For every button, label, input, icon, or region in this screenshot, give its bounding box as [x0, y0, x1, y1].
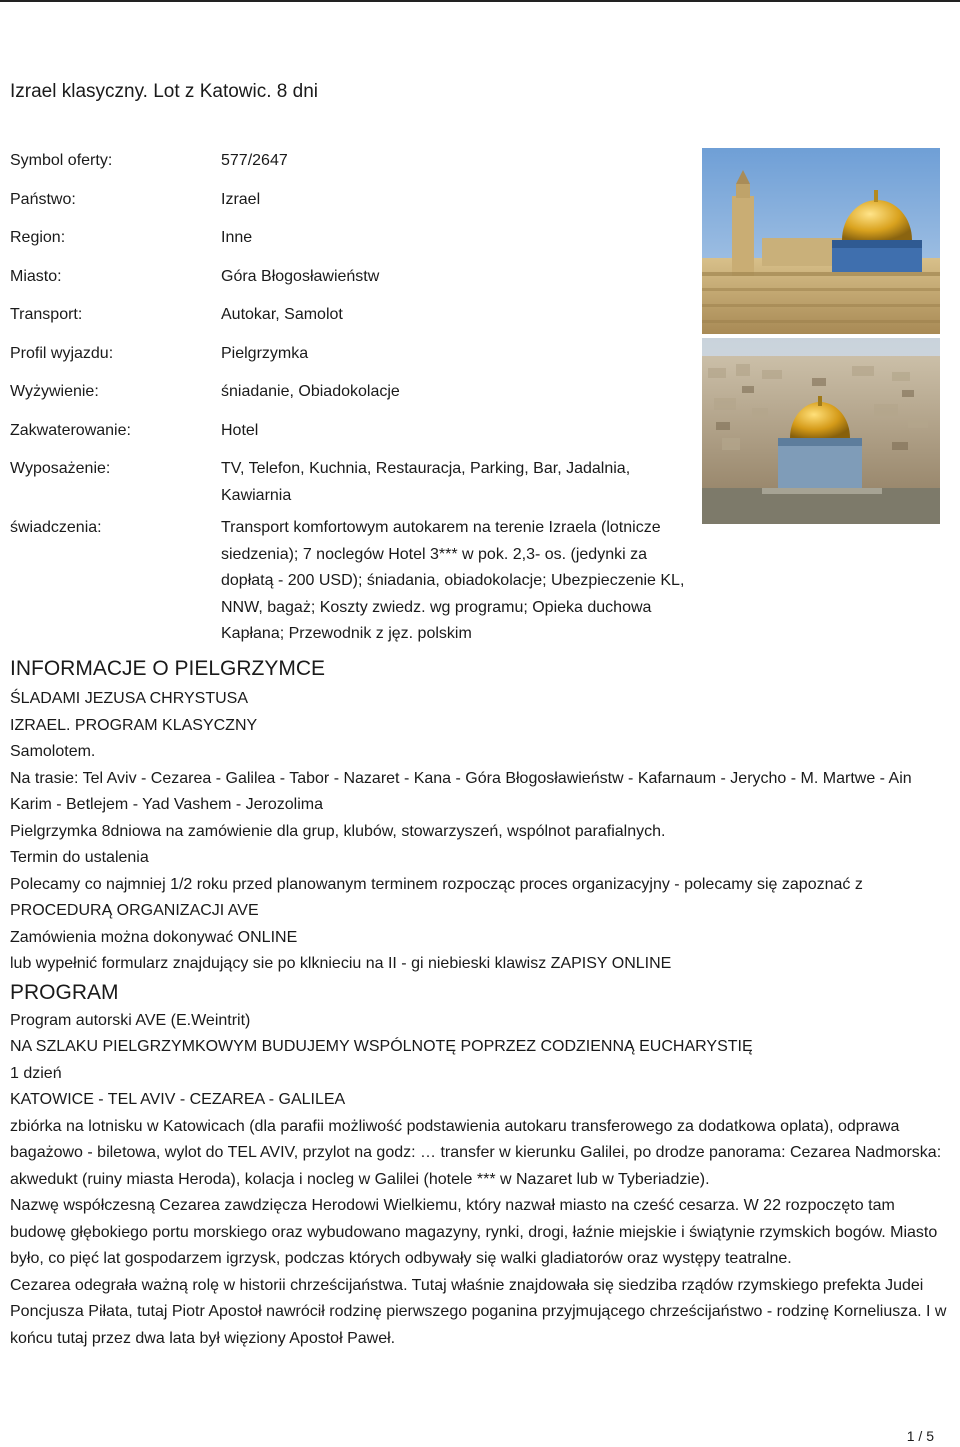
trip-description — [10, 654, 950, 1352]
spec-value: Inne — [221, 229, 253, 246]
info-line: Samolotem. — [10, 743, 96, 760]
spec-value: TV, Telefon, Kuchnia, Restauracja, Parking, Bar, Jadalnia, Kawiarnia — [221, 460, 631, 504]
program-line: NA SZLAKU PIELGRZYMKOWYM BUDUJEMY WSPÓLNOTĘ POPRZEZ CODZIENNĄ EUCHARYSTIĘ — [10, 1038, 753, 1055]
spec-value: Transport komfortowym autokarem na terenie Izraela (lotnicze siedzenia); 7 noclegów Hotel 3*** w pok. 2,3- os. (jedynki za dopłatą - 200 USD); śniadania, obiadokolacje; Ubezpieczenie KL, NNW, bagaż; Koszty zwiedz. wg programu; Opieka duchowa Kapłana; Przewodnik z jęz. polskim — [221, 519, 685, 642]
spec-row-region — [10, 225, 700, 252]
program-line: Cezarea odegrała ważną rolę w historii chrześcijaństwa. Tutaj właśnie znajdowała się siedziba rządów rzymskiego prefekta Judei Poncjusza Piłata, tutaj Piotr Apostoł nawrócił rodzinę pierwszego poganina przyjmującego chrześcijaństwo - rodzinę Korneliusza. I w końcu tutaj przez dwa lata był więziony Apostoł Paweł. — [10, 1276, 947, 1347]
spec-label: Symbol oferty: — [10, 152, 113, 169]
spec-row-services — [10, 515, 700, 648]
spec-label: świadczenia: — [10, 519, 102, 536]
spec-row-profile — [10, 341, 700, 368]
info-line: Zamówienia można dokonywać ONLINE — [10, 928, 298, 946]
program-line: 1 dzień — [10, 1064, 62, 1082]
info-heading: INFORMACJE O PIELGRZYMCE — [10, 657, 326, 680]
spec-label: Miasto: — [10, 267, 62, 285]
program-line: Nazwę współczesną Cezarea zawdzięcza Herodowi Wielkiemu, który nazwał miasto na cześć cesarza. W 22 rozpoczęto tam budowę głębokiego portu morskiego oraz wybudowano magazyny, rynki, drogi, łaźnie miejskie i świątynie rzymskich bogów. Miasto było, co pięć lat gospodarzem igrzysk, podczas których odbywały się walki gladiatorów oraz występy teatralne. — [10, 1197, 938, 1267]
spec-value: Autokar, Samolot — [221, 306, 343, 323]
photo-column — [702, 148, 940, 528]
spec-value: Izrael — [221, 190, 261, 208]
spec-label: Wyżywienie: — [10, 383, 99, 400]
info-line: ŚLADAMI JEZUSA CHRYSTUSA — [10, 690, 248, 707]
spec-row-accommodation — [10, 418, 700, 445]
spec-row-equipment — [10, 456, 700, 509]
info-line: Na trasie: Tel Aviv - Cezarea - Galilea - Tabor - Nazaret - Kana - Góra Błogosławieństw - Kafarnaum - Jerycho - M. Martwe - Ain Karim - Betlejem - Yad Vashem - Jerozolima — [10, 769, 912, 813]
spec-label: Zakwaterowanie: — [10, 421, 131, 439]
spec-label: Transport: — [10, 306, 83, 323]
spec-row-city — [10, 264, 700, 291]
program-line: KATOWICE - TEL AVIV - CEZAREA - GALILEA — [10, 1091, 346, 1108]
page-title: Izrael klasyczny. Lot z Katowic. 8 dni — [10, 81, 318, 102]
spec-row-transport — [10, 302, 700, 329]
program-line: Program autorski AVE (E.Weintrit) — [10, 1011, 251, 1029]
spec-value: Pielgrzymka — [221, 344, 309, 362]
info-line: Polecamy co najmniej 1/2 roku przed planowanym terminem rozpocząc proces organizacyjny - polecamy się zapoznać z PROCEDURĄ ORGANIZACJI AVE — [10, 875, 863, 919]
photo-jerusalem-panorama — [702, 338, 940, 524]
info-line: IZRAEL. PROGRAM KLASYCZNY — [10, 716, 258, 734]
photo-western-wall-dome — [702, 148, 940, 334]
spec-label: Wyposażenie: — [10, 460, 111, 477]
spec-row-country — [10, 187, 700, 214]
program-heading: PROGRAM — [10, 980, 119, 1004]
spec-row-symbol — [10, 148, 700, 175]
page-number: 1 / 5 — [906, 1428, 934, 1444]
spec-value: śniadanie, Obiadokolacje — [221, 383, 400, 400]
spec-value: Góra Błogosławieństw — [221, 267, 380, 285]
spec-value: Hotel — [221, 421, 259, 439]
spec-value: 577/2647 — [221, 152, 288, 169]
spec-label: Region: — [10, 229, 66, 246]
spec-label: Państwo: — [10, 190, 76, 208]
program-line: zbiórka na lotnisku w Katowicach (dla parafii możliwość podstawienia autokaru transferowego za dodatkowa oplata), odprawa bagażowo - biletowa, wylot do TEL AVIV, przylot na godz: … transfer w kierunku Galilei, po drodze panorama: Cezarea Nadmorska: akwedukt (ruiny miasta Heroda), kolacja i nocleg w Galilei (hotele *** w Nazaret lub w Tyberiadzie). — [10, 1117, 942, 1188]
top-rule — [0, 0, 960, 2]
info-line: Termin do ustalenia — [10, 849, 149, 866]
info-line: Pielgrzymka 8dniowa na zamówienie dla grup, klubów, stowarzyszeń, wspólnot parafialnych. — [10, 822, 666, 840]
offer-spec-table — [10, 148, 700, 654]
spec-row-board — [10, 379, 700, 406]
info-line: lub wypełnić formularz znajdujący sie po klknieciu na II - gi niebieski klawisz ZAPISY ONLINE — [10, 955, 672, 972]
spec-label: Profil wyjazdu: — [10, 344, 114, 362]
